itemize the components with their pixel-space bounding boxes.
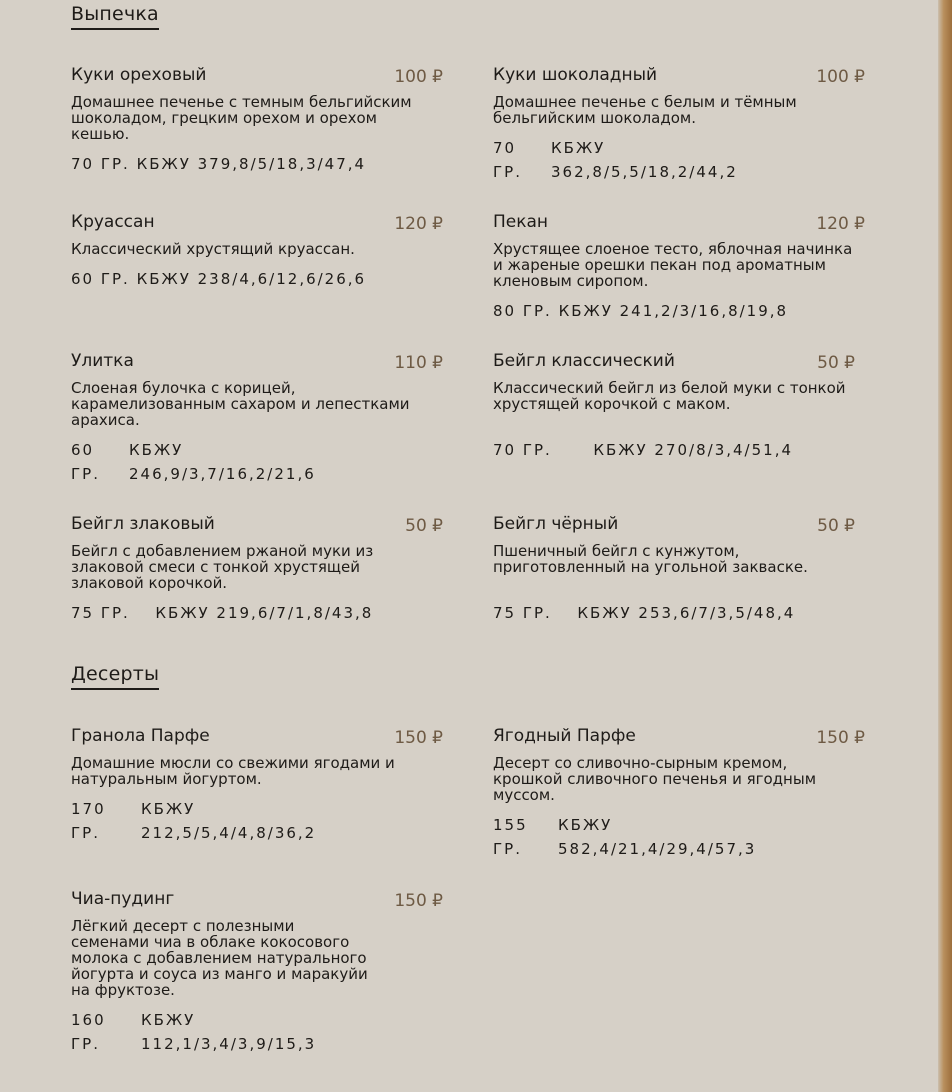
item-price: 50 ₽: [817, 353, 855, 373]
item-nutrition: [71, 601, 373, 625]
item-name: Куки шоколадный: [493, 65, 658, 85]
item-price: 150 ₽: [394, 728, 443, 748]
item-nutrition: [493, 601, 795, 625]
item-weight-number: 60: [71, 441, 95, 459]
item-name: Куки ореховый: [71, 65, 207, 85]
menu-item: [493, 211, 865, 331]
menu-item: [71, 211, 443, 301]
item-weight: 70 ГР.: [71, 155, 130, 173]
item-kbzhu: 241,2/3/16,8/19,8: [619, 302, 789, 320]
item-nutrition: [71, 152, 366, 176]
menu-item: [71, 64, 443, 184]
item-weight-number: 160: [71, 1011, 106, 1029]
menu-item: [71, 888, 443, 1068]
item-description: Пшеничный бейгл с кунжутом, приготовленный на угольной закваске.: [493, 542, 808, 576]
item-kbzhu-label: КБЖУ: [136, 155, 191, 173]
item-kbzhu: 270/8/3,4/51,4: [654, 441, 794, 459]
menu-item: [71, 725, 443, 855]
item-kbzhu-label: КБЖУ: [577, 604, 632, 622]
menu-item: [71, 513, 443, 633]
section-title-bakery: Выпечка: [71, 2, 159, 30]
item-price: 120 ₽: [816, 214, 865, 234]
menu-item: [493, 513, 855, 633]
item-name: Чиа-пудинг: [71, 889, 175, 909]
item-price: 110 ₽: [394, 353, 443, 373]
item-kbzhu: 219,6/7/1,8/43,8: [216, 604, 374, 622]
item-kbzhu-label: КБЖУ: [558, 816, 613, 834]
item-kbzhu: 238/4,6/12,6/26,6: [197, 270, 367, 288]
item-weight: 75 ГР.: [493, 604, 552, 622]
item-weight-unit: ГР.: [493, 840, 522, 858]
menu-item: [71, 350, 443, 490]
item-price: 50 ₽: [817, 516, 855, 536]
item-weight: 80 ГР.: [493, 302, 552, 320]
item-name: Ягодный Парфе: [493, 726, 636, 746]
item-description: Хрустящее слоеное тесто, яблочная начинка и жареные орешки пекан под ароматным кленовым сиропом.: [493, 240, 853, 290]
item-kbzhu: 582,4/21,4/29,4/57,3: [558, 840, 757, 858]
item-weight-number: 155: [493, 816, 528, 834]
item-nutrition: [493, 299, 788, 323]
page-edge: [938, 0, 952, 1092]
item-weight-number: 70: [493, 139, 517, 157]
item-kbzhu-label: КБЖУ: [136, 270, 191, 288]
item-nutrition: [493, 136, 738, 184]
item-kbzhu: 212,5/5,4/4,8/36,2: [141, 824, 317, 842]
item-nutrition: [71, 267, 366, 291]
item-name: Бейгл чёрный: [493, 514, 619, 534]
menu-item: [493, 350, 855, 470]
item-name: Бейгл классический: [493, 351, 675, 371]
item-price: 100 ₽: [816, 67, 865, 87]
item-description: Классический хрустящий круассан.: [71, 240, 355, 258]
item-nutrition: [71, 438, 316, 486]
item-kbzhu-label: КБЖУ: [141, 1011, 196, 1029]
item-price: 100 ₽: [394, 67, 443, 87]
item-price: 150 ₽: [394, 891, 443, 911]
item-nutrition: [71, 1008, 316, 1056]
item-price: 50 ₽: [405, 516, 443, 536]
menu-item: [493, 725, 865, 875]
item-nutrition: [71, 797, 316, 845]
item-kbzhu: 246,9/3,7/16,2/21,6: [129, 465, 316, 483]
item-name: Гранола Парфе: [71, 726, 210, 746]
item-description: Десерт со сливочно-сырным кремом, крошкой сливочного печенья и ягодным муссом.: [493, 754, 817, 804]
item-kbzhu-label: КБЖУ: [558, 302, 613, 320]
item-kbzhu: 379,8/5/18,3/47,4: [197, 155, 367, 173]
item-description: Слоеная булочка с корицей, карамелизованным сахаром и лепестками арахиса.: [71, 379, 410, 429]
item-description: Классический бейгл из белой муки с тонкой хрустящей корочкой с маком.: [493, 379, 846, 413]
item-kbzhu-label: КБЖУ: [593, 441, 648, 459]
item-price: 150 ₽: [816, 728, 865, 748]
item-weight-unit: ГР.: [71, 1035, 100, 1053]
item-kbzhu-label: КБЖУ: [155, 604, 210, 622]
item-description: Домашние мюсли со свежими ягодами и натуральным йогуртом.: [71, 754, 395, 788]
item-weight-unit: ГР.: [71, 824, 100, 842]
item-kbzhu-label: КБЖУ: [141, 800, 196, 818]
item-weight: 75 ГР.: [71, 604, 130, 622]
item-name: Бейгл злаковый: [71, 514, 215, 534]
item-weight-unit: ГР.: [493, 163, 522, 181]
section-title-desserts: Десерты: [71, 662, 159, 690]
item-weight: 60 ГР.: [71, 270, 130, 288]
item-weight-unit: ГР.: [71, 465, 100, 483]
item-kbzhu: 112,1/3,4/3,9/15,3: [141, 1035, 317, 1053]
item-name: Круассан: [71, 212, 155, 232]
item-nutrition: [493, 813, 756, 861]
item-description: Бейгл с добавлением ржаной муки из злаковой смеси с тонкой хрустящей злаковой корочкой.: [71, 542, 374, 592]
item-name: Пекан: [493, 212, 549, 232]
item-description: Лёгкий десерт с полезными семенами чиа в облаке кокосового молока с добавлением натурального йогурта и соуса из манго и маракуйи на фруктозе.: [71, 917, 368, 999]
item-kbzhu: 253,6/7/3,5/48,4: [638, 604, 796, 622]
item-weight: 70 ГР.: [493, 441, 552, 459]
item-nutrition: [493, 438, 793, 462]
item-price: 120 ₽: [394, 214, 443, 234]
item-description: Домашнее печенье с темным бельгийским шоколадом, грецким орехом и орехом кешью.: [71, 93, 412, 143]
item-kbzhu-label: КБЖУ: [551, 139, 606, 157]
item-kbzhu-label: КБЖУ: [129, 441, 184, 459]
item-name: Улитка: [71, 351, 134, 371]
item-kbzhu: 362,8/5,5/18,2/44,2: [551, 163, 738, 181]
item-description: Домашнее печенье с белым и тёмным бельгийским шоколадом.: [493, 93, 797, 127]
item-weight-number: 170: [71, 800, 106, 818]
menu-item: [493, 64, 865, 194]
